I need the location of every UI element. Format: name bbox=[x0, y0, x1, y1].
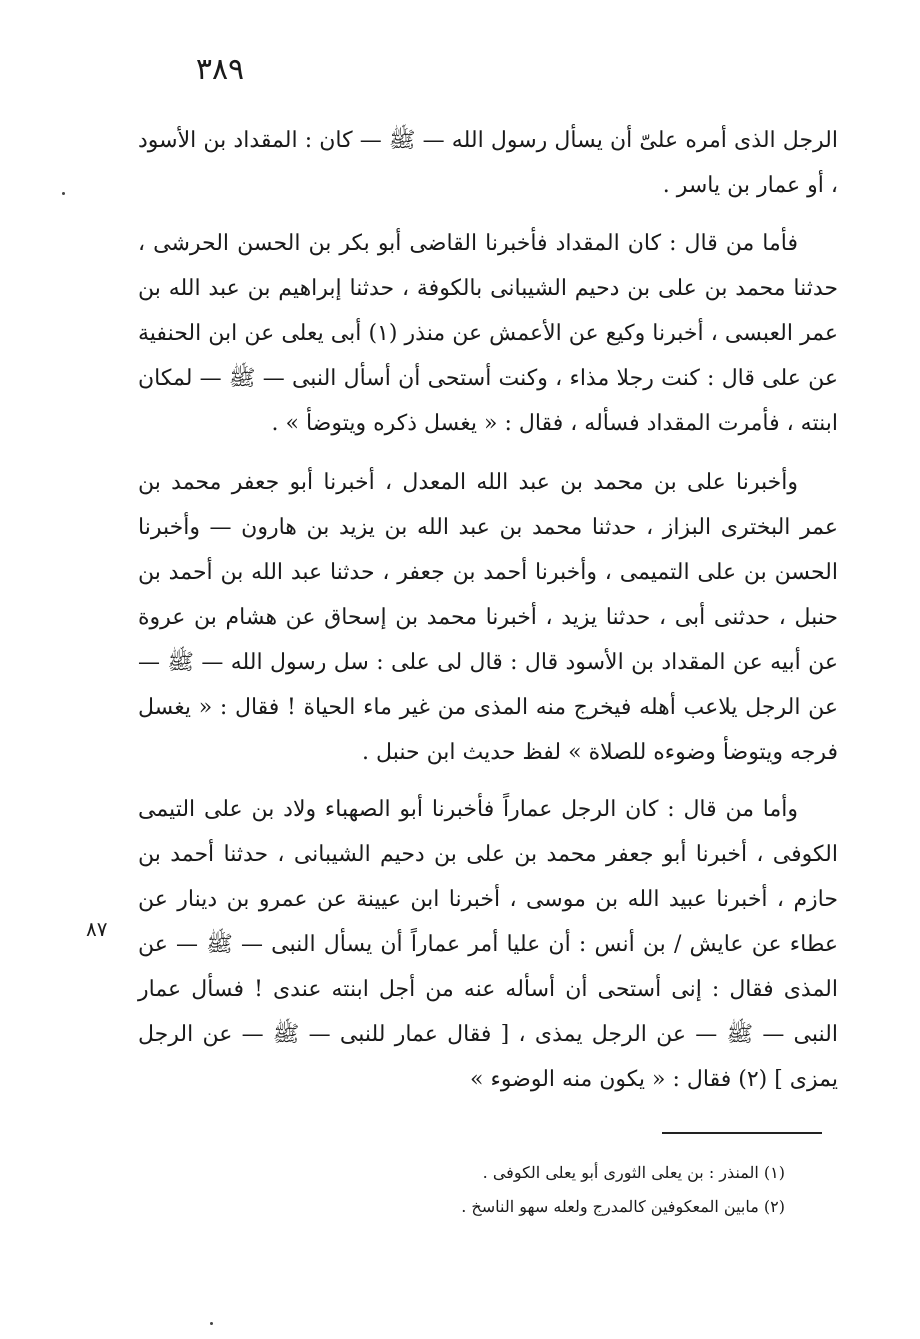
paragraph-intro bbox=[138, 118, 838, 208]
margin-page-reference: ٨٧ bbox=[86, 917, 108, 941]
footnotes bbox=[380, 1156, 785, 1224]
paragraph-text: فأما من قال : كان المقداد فأخبرنا القاضى أبو بكر بن الحسن الحرشى ، حدثنا محمد بن على بن دحيم الشيبانى بالكوفة ، حدثنا إبراهيم بن عبد الله بن عمر العبسى ، أخبرنا وكيع عن الأعمش عن منذر (١) أبى يعلى عن ابن الحنفية عن على قال : كنت رجلا مذاء ، وكنت أستحى أن أسأل النبى — ﷺ — لمكان ابنته ، فأمرت المقداد فسأله ، فقال : « يغسل ذكره ويتوضأ » . bbox=[138, 231, 838, 436]
scan-speck bbox=[210, 1322, 213, 1325]
paragraph-text: وأخبرنا على بن محمد بن عبد الله المعدل ، أخبرنا أبو جعفر محمد بن عمر البخترى البزاز ، حدثنا محمد بن عبد الله بن يزيد بن هارون — وأخبرنا الحسن بن على التميمى ، وأخبرنا أحمد بن جعفر ، حدثنا عبد الله بن أحمد بن حنبل ، حدثنى أبى ، حدثنا يزيد ، أخبرنا محمد بن إسحاق عن هشام بن عروة عن أبيه عن المقداد بن الأسود قال : قال لى على : سل رسول الله — ﷺ — عن الرجل يلاعب أهله فيخرج منه المذى من غير ماء الحياة ! فقال : « يغسل فرجه ويتوضأ وضوءه للصلاة » لفظ حديث ابن حنبل . bbox=[138, 470, 838, 765]
paragraph-text: وأما من قال : كان الرجل عماراً فأخبرنا أبو الصهباء ولاد بن على التيمى الكوفى ، أخبرنا أبو جعفر محمد بن على بن دحيم الشيبانى ، حدثنا أحمد بن حازم ، أخبرنا عبيد الله بن موسى ، أخبرنا ابن عيينة عن عمرو بن دينار عن عطاء عن عايش / بن أنس : أن عليا أمر عماراً أن يسأل النبى — ﷺ — عن المذى فقال : إنى أستحى أن أسأله عنه من أجل ابنته عندى ! فسأل عمار النبى — ﷺ — عن الرجل يمذى ، [ فقال عمار للنبى — ﷺ — عن الرجل يمزى ] (٢) فقال : « يكون منه الوضوء » bbox=[138, 797, 838, 1092]
paragraph-ibn-hanbal bbox=[138, 460, 838, 775]
paragraph-text: الرجل الذى أمره علىّ أن يسأل رسول الله — ﷺ — كان : المقداد بن الأسود ، أو عمار بن ياسر . bbox=[138, 128, 838, 198]
paragraph-miqdad bbox=[138, 221, 838, 446]
paragraph-ammar bbox=[138, 787, 838, 1102]
page-number: ٣٨٩ bbox=[195, 52, 245, 87]
footnote-2: (٢) مابين المعكوفين كالمدرج ولعله سهو الناسخ . bbox=[461, 1197, 785, 1216]
scan-speck bbox=[62, 192, 65, 195]
footnote-1: (١) المنذر : بن يعلى الثورى أبو يعلى الكوفى . bbox=[482, 1163, 785, 1182]
footnote-divider bbox=[662, 1132, 822, 1134]
